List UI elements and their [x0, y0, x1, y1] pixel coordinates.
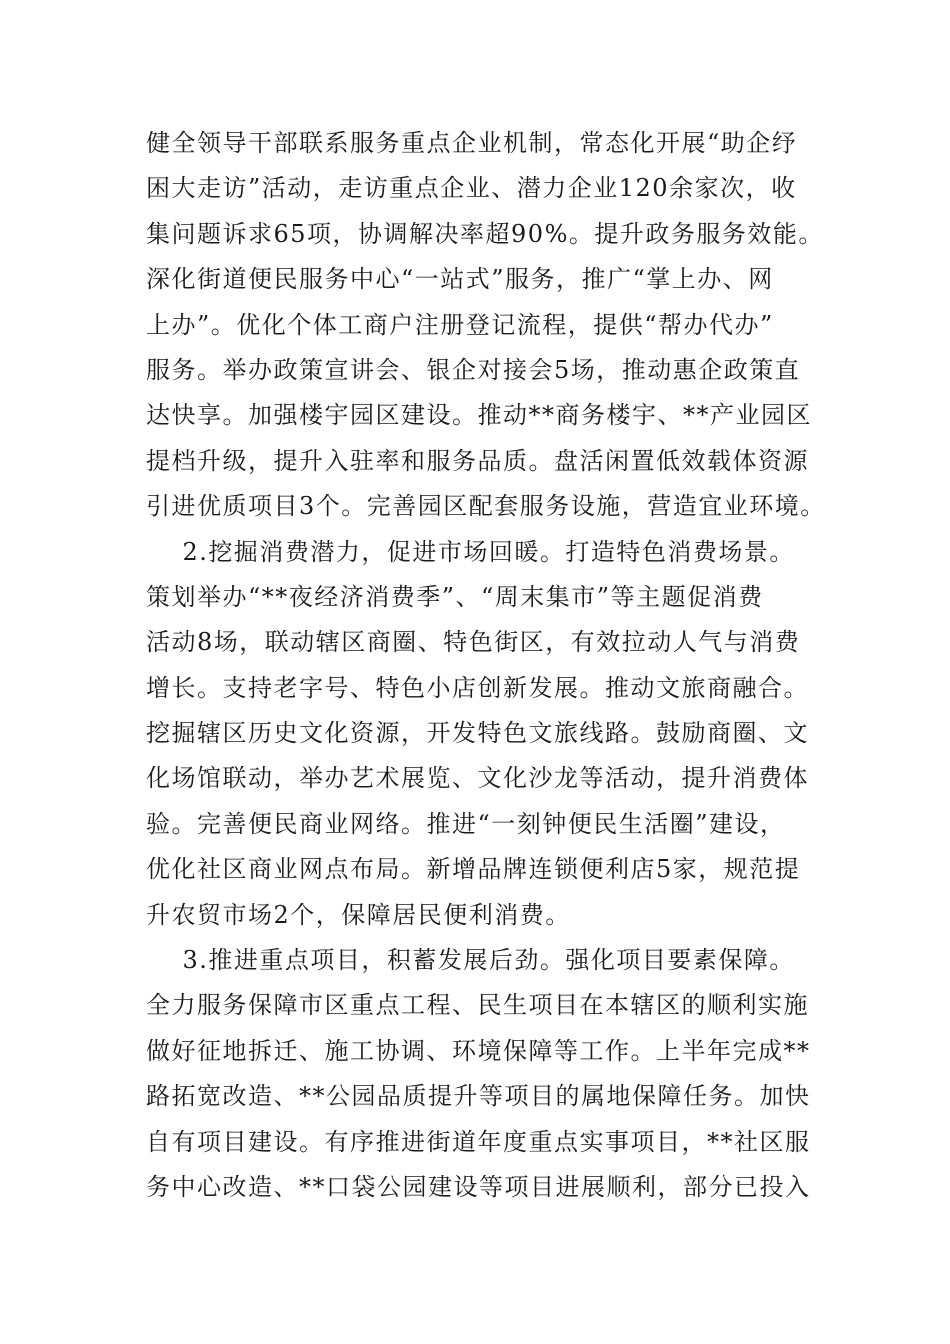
text-line: 做好征地拆迁、施工协调、环境保障等工作。上半年完成** [146, 1036, 811, 1065]
text-line: 服务。举办政策宣讲会、银企对接会5场，推动惠企政策直 [146, 355, 801, 384]
text-line: 3.推进重点项目，积蓄发展后劲。强化项目要素保障。 [146, 946, 795, 975]
text-line: 策划举办“**夜经济消费季”、“周末集市”等主题促消费 [146, 582, 764, 611]
text-line: 优化社区商业网点布局。新增品牌连锁便利店5家，规范提 [146, 855, 801, 884]
text-line: 上办”。优化个体工商户注册登记流程，提供“帮办代办” [146, 310, 774, 339]
text-line: 提档升级，提升入驻率和服务品质。盘活闲置低效载体资源 [146, 446, 809, 475]
text-line: 增长。支持老字号、特色小店创新发展。推动文旅商融合。 [146, 673, 809, 702]
text-line: 集问题诉求65项，协调解决率超90%。提升政务服务效能。 [146, 219, 824, 248]
document-body [146, 121, 826, 1210]
text-line: 达快享。加强楼宇园区建设。推动**商务楼宇、**产业园区 [146, 401, 812, 430]
text-line: 2.挖掘消费潜力，促进市场回暖。打造特色消费场景。 [146, 537, 795, 566]
text-line: 路拓宽改造、**公园品质提升等项目的属地保障任务。加快 [146, 1082, 811, 1111]
text-line: 验。完善便民商业网络。推进“一刻钟便民生活圈”建设， [146, 809, 786, 838]
text-line: 升农贸市场2个，保障居民便利消费。 [146, 900, 571, 929]
text-line: 活动8场，联动辖区商圈、特色街区，有效拉动人气与消费 [146, 628, 801, 657]
text-line: 挖掘辖区历史文化资源，开发特色文旅线路。鼓励商圈、文 [146, 719, 809, 748]
text-line: 深化街道便民服务中心“一站式”服务，推广“掌上办、网 [146, 265, 774, 294]
text-line: 全力服务保障市区重点工程、民生项目在本辖区的顺利实施 [146, 991, 809, 1020]
text-line: 化场馆联动，举办艺术展览、文化沙龙等活动，提升消费体 [146, 764, 809, 793]
text-line: 务中心改造、**口袋公园建设等项目进展顺利，部分已投入 [146, 1172, 811, 1201]
text-line: 引进优质项目3个。完善园区配套服务设施，营造宜业环境。 [146, 492, 826, 521]
text-line: 困大走访”活动，走访重点企业、潜力企业120余家次，收 [146, 174, 797, 203]
text-line: 自有项目建设。有序推进街道年度重点实事项目，**社区服 [146, 1127, 811, 1156]
text-line: 健全领导干部联系服务重点企业机制，常态化开展“助企纾 [146, 129, 798, 157]
